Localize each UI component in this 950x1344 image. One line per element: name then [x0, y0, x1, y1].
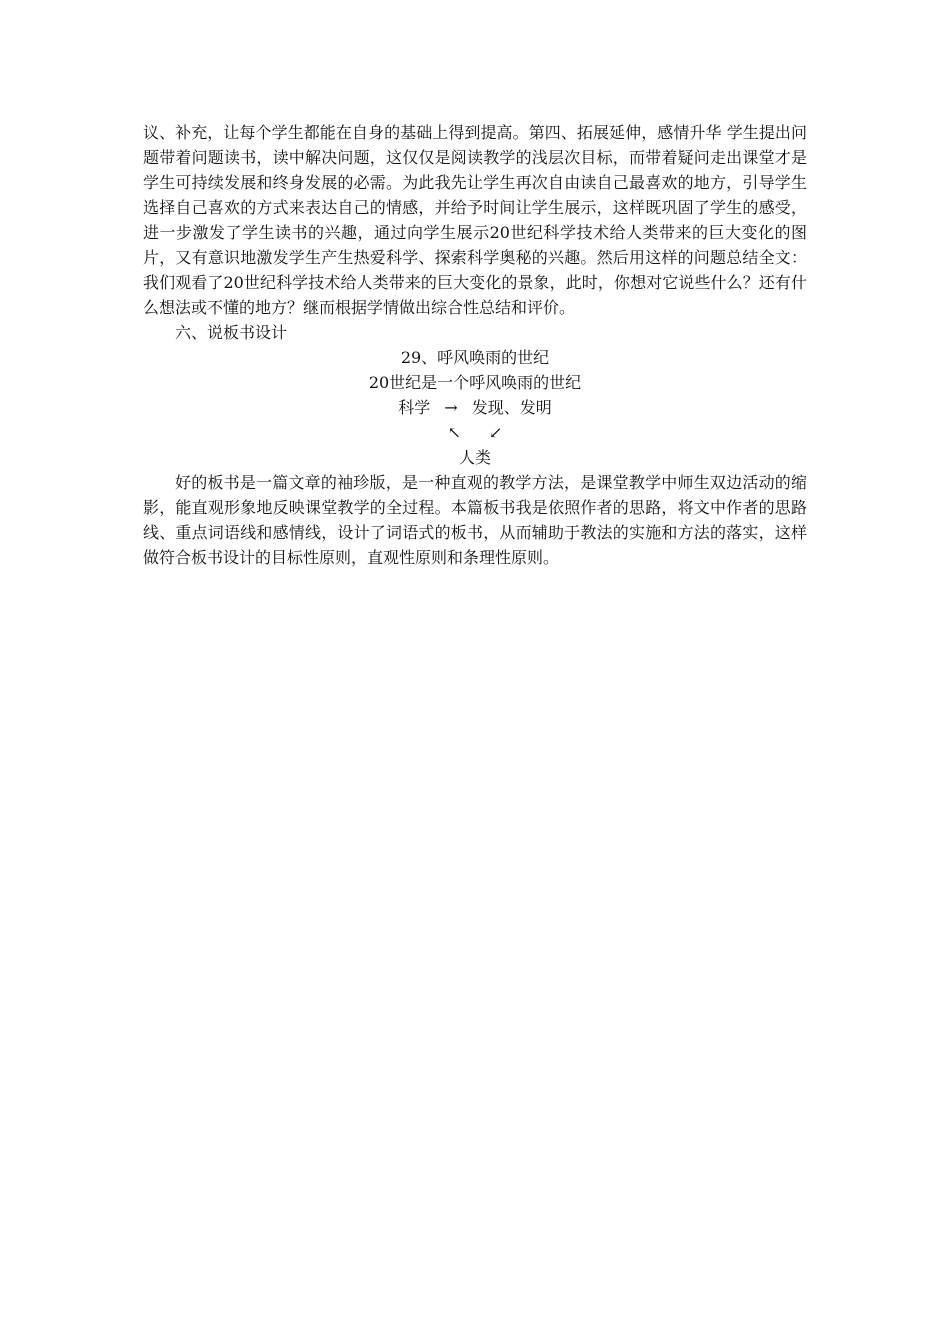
document-page [143, 120, 807, 570]
board-subtitle: 20世纪是一个呼风唤雨的世纪 [368, 373, 582, 392]
paragraph-teaching-process: 议、补充，让每个学生都能在自身的基础上得到提高。第四、拓展延伸，感情升华 学生提出问题带着问题读书，读中解决问题，这仅仅是阅读教学的浅层次目标，而带着疑问走出课堂才是学生可持续发展和终身发展的必需。为此我先让学生再次自由读自己最喜欢的地方，引导学生选择自己喜欢的方式来表达自己的情感，并给予时间让学生展示，这样既巩固了学生的感受，进一步激发了学生读书的兴趣，通过向学生展示20世纪科学技术给人类带来的巨大变化的图片，又有意识地激发学生产生热爱科学、探索科学奥秘的兴趣。然后用这样的问题总结全文：我们观看了20世纪科学技术给人类带来的巨大变化的景象，此时，你想对它说些什么？还有什么想法或不懂的地方？继而根据学情做出综合性总结和评价。 [143, 123, 807, 317]
arrow-up-left-icon: ↖ [447, 423, 461, 442]
arrow-right-icon: → [444, 398, 458, 417]
paragraph-board-explanation: 好的板书是一篇文章的袖珍版，是一种直观的教学方法，是课堂教学中师生双边活动的缩影，能直观形象地反映课堂教学的全过程。本篇板书我是依照作者的思路，将文中作者的思路线、重点词语线和感情线，设计了词语式的板书，从而辅助于教法的实施和方法的落实，这样做符合板书设计的目标性原则，直观性原则和条理性原则。 [143, 473, 807, 567]
board-term-humanity: 人类 [458, 448, 491, 467]
board-title: 29、呼风唤雨的世纪 [400, 348, 550, 367]
board-term-discovery: 发现、发明 [471, 398, 552, 417]
board-arrow-row [143, 420, 807, 445]
board-term-science: 科学 [398, 398, 431, 417]
arrow-down-left-icon: ↙ [489, 423, 503, 442]
blackboard-design [143, 345, 807, 470]
section-heading-board-design: 六、说板书设计 [175, 323, 288, 342]
board-relation-row [143, 395, 807, 420]
